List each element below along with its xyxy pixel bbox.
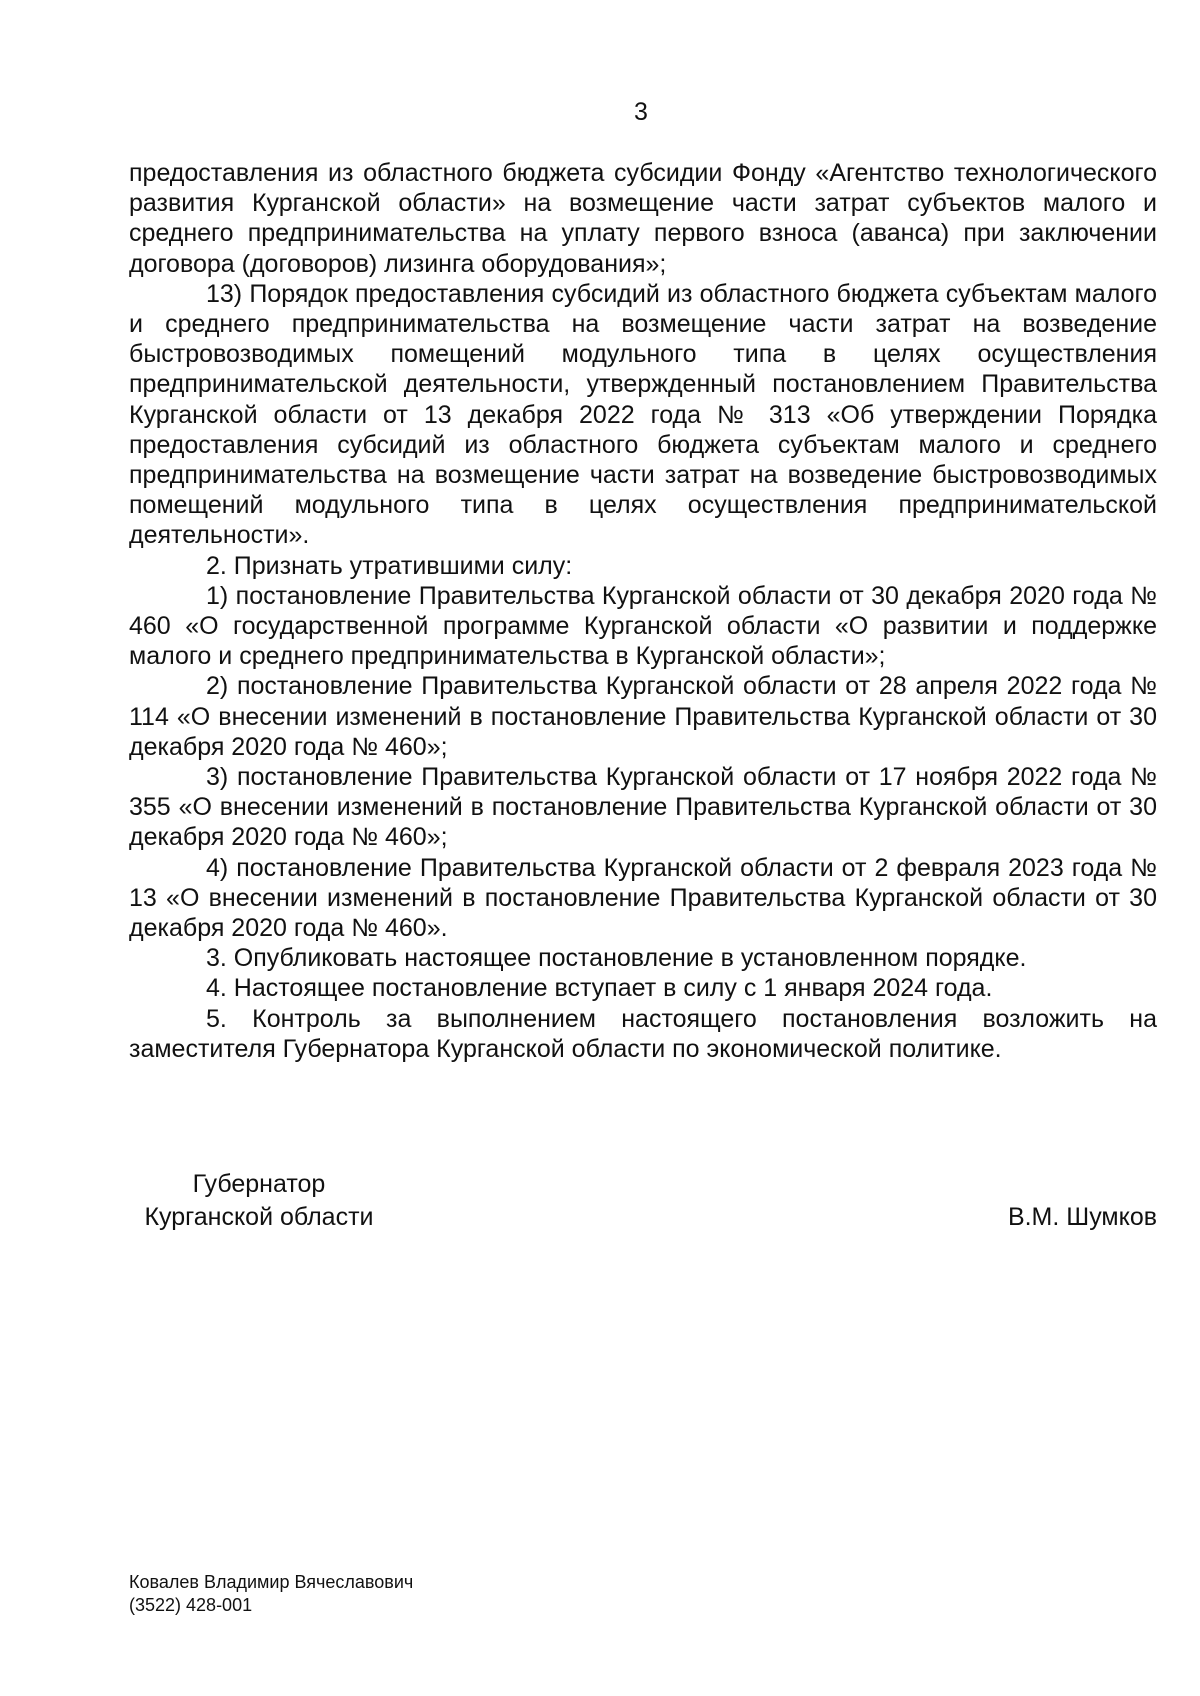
paragraph-section-2-item-1: 1) постановление Правительства Курганской области от 30 декабря 2020 года № 460 «О государственной программе Курганской области «О развитии и поддержке малого и среднего предпринимательства в Курганской области»;	[129, 581, 1157, 671]
signatory-title	[129, 1168, 389, 1234]
paragraph-section-2-item-3: 3) постановление Правительства Курганской области от 17 ноября 2022 года № 355 «О внесении изменений в постановление Правительства Курганской области от 30 декабря 2020 года № 460»;	[129, 763, 1157, 852]
paragraph-section-4: 4. Настоящее постановление вступает в силу с 1 января 2024 года.	[206, 974, 993, 1003]
signatory-title-line-2: Курганской области	[144, 1203, 374, 1231]
document-body	[129, 158, 1157, 1064]
paragraph-section-2: 2. Признать утратившими силу:	[206, 551, 573, 580]
signatory-name: В.М. Шумков	[1007, 1203, 1157, 1231]
paragraph-section-5: 5. Контроль за выполнением настоящего постановления возложить на заместителя Губернатора Курганской области по экономической политике.	[129, 1004, 1157, 1063]
signatory-title-line-1: Губернатор	[192, 1170, 326, 1198]
executor-name: Ковалев Владимир Вячеславович	[129, 1572, 414, 1592]
executor-block	[129, 1571, 413, 1617]
paragraph-section-2-item-2: 2) постановление Правительства Курганской области от 28 апреля 2022 года № 114 «О внесении изменений в постановление Правительства Курганской области от 30 декабря 2020 года № 460»;	[129, 672, 1157, 761]
page-number: 3	[634, 98, 648, 126]
paragraph-section-2-item-4: 4) постановление Правительства Курганской области от 2 февраля 2023 года № 13 «О внесении изменений в постановление Правительства Курганской области от 30 декабря 2020 года № 460».	[129, 853, 1157, 943]
executor-phone: (3522) 428-001	[129, 1595, 253, 1615]
paragraph-continuation: предоставления из областного бюджета субсидии Фонду «Агентство технологического развития Курганской области» на возмещение части затрат субъектов малого и среднего предпринимательства на уплату первого взноса (аванса) при заключении договора (договоров) лизинга оборудования»;	[129, 159, 1157, 278]
paragraph-item-13: 13) Порядок предоставления субсидий из областного бюджета субъектам малого и среднего предпринимательства на возмещение части затрат на возведение быстровозводимых помещений модульного типа в целях осуществления предпринимательской деятельности, утвержденный постановлением Правительства Курганской области от 13 декабря 2022 года № 313 «Об утверждении Порядка предоставления субсидий из областного бюджета субъектам малого и среднего предпринимательства на возмещение части затрат на возведение быстровозводимых помещений модульного типа в целях осуществления предпринимательской деятельности».	[129, 279, 1157, 550]
paragraph-section-3: 3. Опубликовать настоящее постановление в установленном порядке.	[206, 944, 1027, 973]
